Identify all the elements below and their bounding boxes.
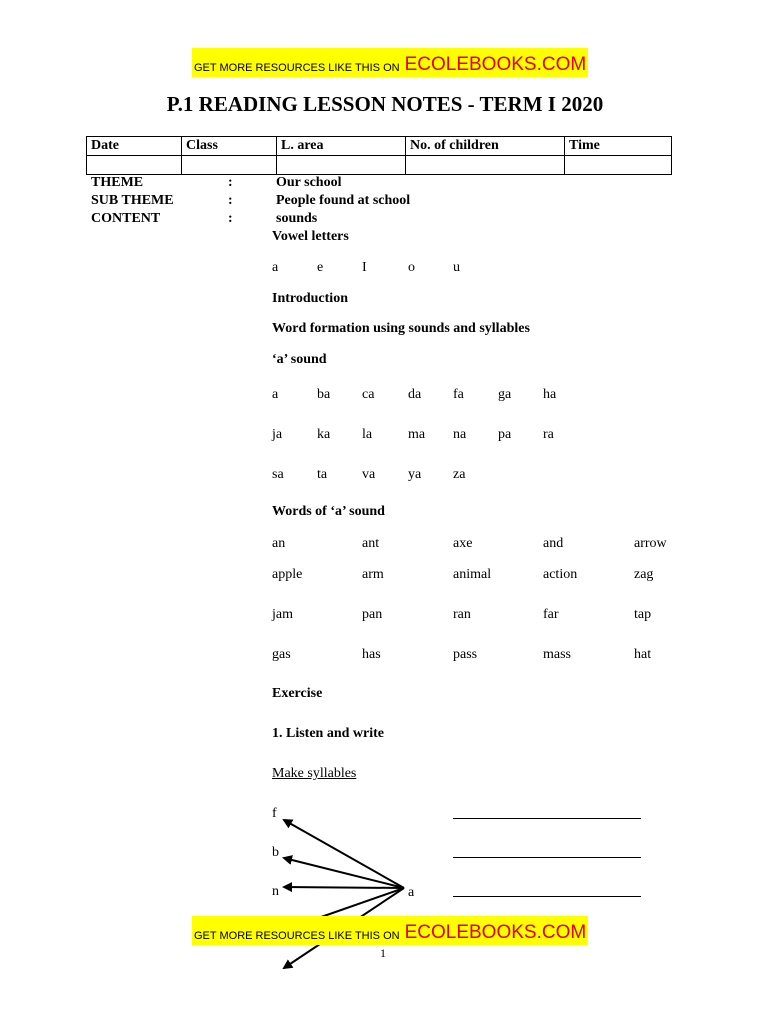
- word: an: [272, 536, 286, 551]
- letter-f: f: [272, 806, 277, 821]
- word: far: [543, 607, 559, 622]
- syllable: za: [453, 467, 466, 482]
- a-sound-heading: ‘a’ sound: [272, 352, 327, 367]
- word: pass: [453, 647, 478, 662]
- arrow-to-b: [284, 858, 404, 888]
- theme-label: THEME: [91, 175, 144, 190]
- letter-a-center: a: [408, 885, 415, 900]
- vowel-letter: a: [272, 260, 279, 275]
- syllable: va: [362, 467, 376, 482]
- bottom-banner: [192, 916, 588, 945]
- syllable: ja: [272, 427, 283, 442]
- syllable: la: [362, 427, 373, 442]
- word: tap: [634, 607, 652, 622]
- syllable: ga: [498, 387, 512, 402]
- word: zag: [634, 567, 654, 582]
- theme-sep: :: [228, 175, 233, 190]
- word: ran: [453, 607, 471, 622]
- letter-n: n: [272, 884, 279, 899]
- word: animal: [453, 567, 492, 582]
- syllable: ra: [543, 427, 554, 442]
- banner-site[interactable]: ECOLEBOOKS.COM: [404, 54, 587, 75]
- page-number: 1: [380, 946, 386, 960]
- word: apple: [272, 567, 303, 582]
- banner-prefix: GET MORE RESOURCES LIKE THIS ON: [194, 930, 400, 942]
- word: has: [362, 647, 381, 662]
- col-time: Time: [565, 137, 672, 156]
- syllable: pa: [498, 427, 512, 442]
- make-syllables-label: Make syllables: [272, 766, 357, 781]
- word: jam: [272, 607, 293, 622]
- content-label: CONTENT: [91, 211, 161, 226]
- arrow-to-n: [284, 887, 404, 888]
- word: pan: [362, 607, 383, 622]
- word: and: [543, 536, 564, 551]
- banner-prefix: GET MORE RESOURCES LIKE THIS ON: [194, 62, 400, 74]
- sub-theme-sep: :: [228, 193, 233, 208]
- word: gas: [272, 647, 291, 662]
- word: axe: [453, 536, 473, 551]
- words-heading: Words of ‘a’ sound: [272, 504, 385, 519]
- syllable: sa: [272, 467, 284, 482]
- word: action: [543, 567, 578, 582]
- exercise-heading: Exercise: [272, 686, 323, 701]
- syllable: ya: [408, 467, 422, 482]
- letter-b: b: [272, 845, 279, 860]
- col-l-area: L. area: [277, 137, 406, 156]
- syllable: ka: [317, 427, 331, 442]
- exercise-item-1: 1. Listen and write: [272, 726, 384, 741]
- word-formation-heading: Word formation using sounds and syllables: [272, 321, 530, 336]
- vowel-letter: o: [408, 260, 415, 275]
- syllable: a: [272, 387, 279, 402]
- sub-theme-value: People found at school: [276, 193, 411, 208]
- sub-theme-label: SUB THEME: [91, 193, 174, 208]
- syllable: ta: [317, 467, 328, 482]
- content-value: sounds: [276, 211, 318, 226]
- word: mass: [543, 647, 571, 662]
- page-title: P.1 READING LESSON NOTES - TERM I 2020: [166, 92, 604, 116]
- vowel-letter: e: [317, 260, 324, 275]
- word: arrow: [634, 536, 667, 551]
- word: arm: [362, 567, 384, 582]
- vowel-letter: u: [453, 260, 460, 275]
- syllable: fa: [453, 387, 464, 402]
- syllable: da: [408, 387, 422, 402]
- word: ant: [362, 536, 380, 551]
- arrow-to-f: [284, 820, 404, 888]
- syllable: ha: [543, 387, 557, 402]
- word: hat: [634, 647, 652, 662]
- theme-value: Our school: [276, 175, 342, 190]
- vowel-letter: I: [362, 260, 367, 275]
- vowel-letters-heading: Vowel letters: [272, 229, 349, 244]
- col-no-of-children: No. of children: [406, 137, 565, 156]
- syllable: ma: [408, 427, 426, 442]
- content-sep: :: [228, 211, 233, 226]
- banner-site[interactable]: ECOLEBOOKS.COM: [404, 922, 587, 943]
- syllable: ca: [362, 387, 375, 402]
- col-date: Date: [87, 137, 182, 156]
- syllable: ba: [317, 387, 331, 402]
- syllable: na: [453, 427, 467, 442]
- introduction-heading: Introduction: [272, 291, 348, 306]
- col-class: Class: [182, 137, 277, 156]
